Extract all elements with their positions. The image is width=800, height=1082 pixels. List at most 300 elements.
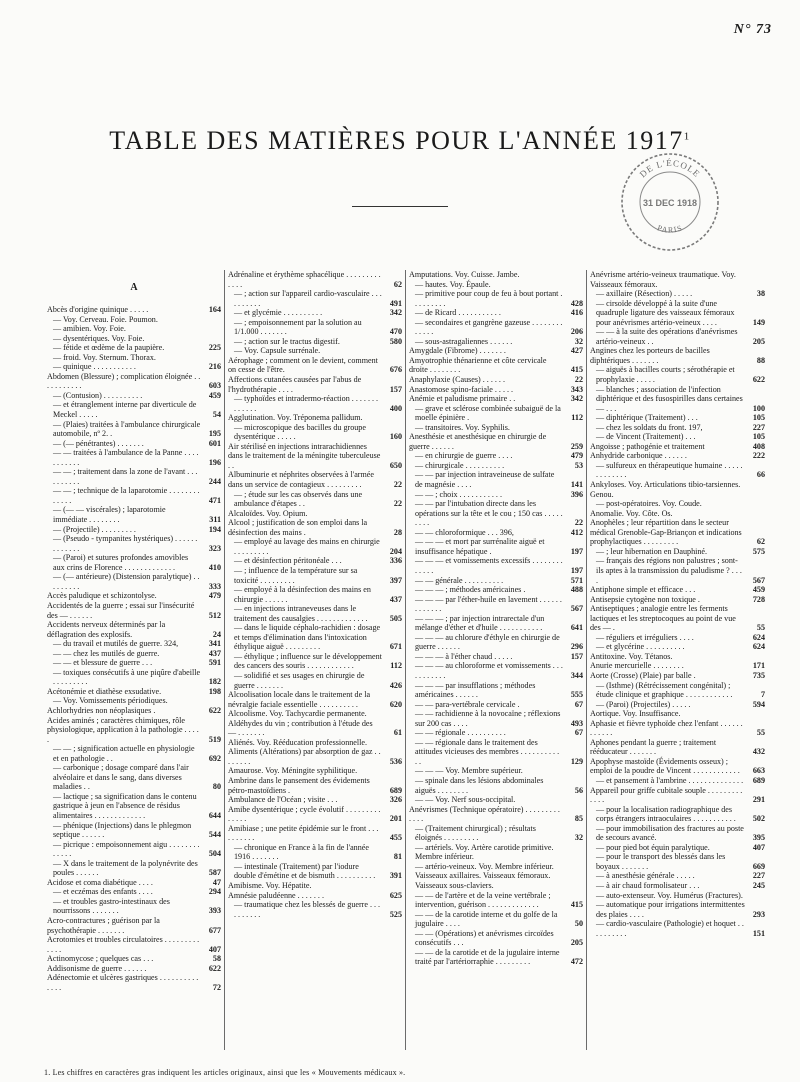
- entry-text: — sulfureux en thérapeutique humaine . . . . . . . . . . . . .: [596, 460, 743, 480]
- index-entry: [590, 881, 765, 891]
- index-entry: [590, 709, 765, 719]
- entry-page: 54: [212, 410, 221, 420]
- entry-page: 400: [389, 403, 402, 413]
- entry-page: 488: [570, 585, 583, 595]
- entry-page: 227: [752, 871, 765, 881]
- entry-page: 333: [208, 581, 221, 591]
- entry-page: 22: [393, 499, 402, 509]
- entry-text: Actinomycose ; quelques cas . . .: [47, 954, 154, 964]
- index-entry: [47, 897, 221, 916]
- index-entry: [590, 327, 765, 346]
- entry-text: Antiphone simple et efficace . . .: [590, 585, 696, 595]
- index-entry: [409, 356, 583, 375]
- index-entry: [228, 413, 402, 423]
- index-entry: [409, 499, 583, 528]
- index-entry: [409, 318, 583, 337]
- entry-text: — grave et sclérose combinée subaiguë de la moelle épinière .: [415, 403, 561, 423]
- entry-page: 603: [208, 381, 221, 391]
- entry-text: Anurie mercurielle . . . . . . . .: [590, 661, 684, 671]
- entry-page: 671: [389, 642, 402, 652]
- entry-page: 459: [208, 390, 221, 400]
- entry-text: — — — Voy. Membre supérieur.: [415, 766, 523, 776]
- index-entry: [47, 525, 221, 535]
- index-entry: [47, 372, 221, 391]
- index-entry: [590, 365, 765, 384]
- entry-page: 201: [389, 814, 402, 824]
- entry-text: — et désinfection péritonéale . . .: [234, 556, 342, 566]
- entry-page: 471: [208, 495, 221, 505]
- entry-text: Alcoolisme. Voy. Tachycardie permanente.: [228, 709, 367, 719]
- index-entry: [590, 642, 765, 652]
- entry-text: — ; action sur l'appareil cardio-vasculaire . . . . . . . . . .: [234, 289, 382, 308]
- index-entry: [409, 270, 583, 280]
- entry-text: Achlorhydries non néoplasiques .: [47, 705, 156, 715]
- entry-text: — cardio-vasculaire (Pathologie) et hoquet . . . . . . . . . .: [596, 919, 744, 938]
- index-entry: [409, 280, 583, 290]
- entry-text: — traumatique chez les blessés de guerre . . . . . . . . . .: [234, 900, 381, 919]
- entry-page: 22: [574, 518, 583, 528]
- entry-page: 47: [212, 877, 221, 887]
- entry-text: — — chez les mutilés de guerre.: [53, 648, 160, 658]
- entry-text: Anévrismes (Technique opératoire) . . . . . . . . . . . . .: [409, 804, 560, 824]
- index-entry: [47, 343, 221, 353]
- entry-page: 437: [208, 648, 221, 658]
- index-entry: [228, 270, 402, 289]
- index-entry: [409, 385, 583, 395]
- entry-text: Amputations. Voy. Cuisse. Jambe.: [409, 270, 520, 279]
- index-entry: [228, 518, 402, 537]
- entry-text: — X dans le traitement de la polynévrite des poules . . . . . .: [53, 858, 198, 878]
- column-2-entries: [228, 270, 402, 919]
- entry-page: 105: [752, 413, 765, 423]
- entry-page: 129: [570, 756, 583, 766]
- stamp-top-text: DE L'ÉCOLE: [637, 157, 703, 180]
- index-entry: [228, 891, 402, 901]
- index-entry: [590, 738, 765, 757]
- entry-text: Abcès d'origine quinique . . . . .: [47, 305, 149, 314]
- stamp-seal-icon: [618, 150, 722, 254]
- entry-page: 587: [208, 868, 221, 878]
- entry-text: — pour le transport des blessés dans les boyaux . . . . . . .: [596, 852, 726, 871]
- entry-page: 567: [752, 575, 765, 585]
- index-entry: [47, 649, 221, 659]
- entry-text: Anastomose spino-faciale . . . . .: [409, 384, 514, 394]
- entry-text: — artério-veineux. Voy. Membre inférieur. Vaisseaux axillaires. Vaisseaux fémoraux. Vaisseaux sous-claviers.: [415, 861, 554, 890]
- entry-page: 323: [208, 543, 221, 553]
- index-entry: [409, 843, 583, 862]
- entry-page: 437: [389, 594, 402, 604]
- index-entry: [228, 308, 402, 318]
- entry-text: — chronique en France à la fin de l'année 1916 . . . . . . .: [234, 842, 369, 862]
- index-entry: [228, 776, 402, 795]
- index-entry: [590, 423, 765, 433]
- index-entry: [228, 805, 402, 824]
- index-entry: [590, 900, 765, 919]
- index-entry: [47, 315, 221, 325]
- index-entry: [47, 763, 221, 792]
- index-entry: [47, 620, 221, 639]
- entry-page: 427: [570, 346, 583, 356]
- entry-text: — quinique . . . . . . . . . . .: [53, 362, 136, 372]
- entry-text: — ; leur hibernation en Dauphiné.: [596, 546, 708, 556]
- entry-text: — — régionale . . . . . . . . . .: [415, 728, 506, 738]
- entry-text: — employé au lavage des mains en chirurgie . . . . . . . . .: [234, 537, 380, 556]
- entry-text: Aphasie et fièvre typhoïde chez l'enfant . . . . . . . . . . . .: [590, 718, 743, 738]
- entry-page: 67: [574, 728, 583, 738]
- entry-text: — — para-vertébrale cervicale .: [415, 699, 520, 709]
- entry-text: Amygdale (Fibrome) . . . . . . .: [409, 346, 506, 356]
- entry-page: 644: [208, 810, 221, 820]
- entry-page: 294: [208, 887, 221, 897]
- entry-page: 504: [208, 849, 221, 859]
- entry-page: 105: [752, 432, 765, 442]
- index-entry: [590, 385, 765, 414]
- entry-text: — secondaires et gangrène gazeuse . . . . . . . . . . . . .: [415, 317, 563, 337]
- entry-page: 55: [756, 623, 765, 633]
- entry-text: — — générale . . . . . . . . . .: [415, 575, 504, 585]
- index-entry: [47, 878, 221, 888]
- entry-text: — à anesthésie générale . . . . .: [596, 871, 695, 881]
- entry-page: 67: [574, 699, 583, 709]
- index-entry: [590, 270, 765, 289]
- entry-page: 141: [570, 480, 583, 490]
- index-entry: [47, 553, 221, 572]
- entry-page: 391: [389, 871, 402, 881]
- index-entry: [409, 308, 583, 318]
- entry-page: 62: [393, 279, 402, 289]
- index-entry: [409, 346, 583, 356]
- index-column-2: [225, 270, 406, 1050]
- index-entry: [590, 518, 765, 547]
- index-entry: [228, 795, 402, 805]
- entry-page: 205: [570, 938, 583, 948]
- entry-text: — — de la carotide et de la jugulaire interne traité par l'artériorraphie . . . . . . . . .: [415, 947, 560, 967]
- entry-page: 66: [756, 470, 765, 480]
- entry-page: 735: [752, 670, 765, 680]
- entry-text: — dans le liquide céphalo-rachidien : dosage et temps d'élimination dans l'intoxication éthylique aiguë . . . . . . . . .: [234, 623, 381, 652]
- entry-page: 195: [208, 429, 221, 439]
- entry-text: — et glycémie . . . . . . . . . .: [234, 308, 323, 318]
- entry-text: Amibisme. Voy. Hépatite.: [228, 881, 312, 890]
- entry-text: — pour immobilisation des fractures au poste de secours avancé.: [596, 823, 744, 843]
- index-entry: [590, 843, 765, 853]
- index-entry: [47, 696, 221, 706]
- entry-text: — de Ricard . . . . . . . . . . .: [415, 308, 501, 318]
- index-entry: [47, 420, 221, 439]
- entry-text: Adrénaline et érythème sphacélique . . . . . . . . . . . . .: [228, 270, 381, 289]
- entry-text: — (Traitement chirurgical) ; résultats éloignés . . . . . . . . .: [415, 823, 536, 843]
- entry-text: — chirurgicale . . . . . . . . . .: [415, 460, 505, 470]
- entry-page: 182: [208, 677, 221, 687]
- entry-page: 622: [208, 963, 221, 973]
- entry-text: — auto-extenseur. Voy. Humérus (Fractures).: [596, 890, 743, 900]
- entry-page: 151: [752, 928, 765, 938]
- entry-text: Ambrine dans le pansement des évidements pétro-mastoïdiens .: [228, 775, 370, 795]
- index-entry: [409, 461, 583, 471]
- entry-text: — — ; choix . . . . . . . . . . .: [415, 489, 503, 499]
- index-entry: [409, 948, 583, 967]
- entry-page: 32: [574, 336, 583, 346]
- entry-page: 157: [389, 384, 402, 394]
- index-entry: [228, 318, 402, 337]
- index-entry: [590, 661, 765, 671]
- index-entry: [228, 509, 402, 519]
- entry-page: 7: [760, 690, 765, 700]
- entry-page: 259: [570, 441, 583, 451]
- entry-text: Angoisse ; pathogénie et traitement: [590, 441, 705, 451]
- index-entry: [47, 716, 221, 745]
- entry-text: — dysentériques. Voy. Foie.: [53, 333, 145, 343]
- index-entry: [47, 391, 221, 401]
- entry-page: 32: [574, 833, 583, 843]
- entry-text: Acrotomies et troubles circulatoires . . . . . . . . . . . . .: [47, 935, 200, 954]
- index-entry: [590, 451, 765, 461]
- index-entry: [47, 353, 221, 363]
- entry-text: — solidifié et ses usages en chirurgie de guerre . . . . . . .: [234, 670, 365, 690]
- entry-text: — employé à la désinfection des mains en chirurgie . . . . . .: [234, 585, 371, 604]
- entry-text: — et glycérine . . . . . . . . . .: [596, 642, 685, 652]
- entry-text: — (Paroi) et sutures profondes amovibles aux crins de Florence . . . . . . . . . . . . .: [53, 553, 189, 572]
- entry-page: 311: [209, 515, 221, 525]
- stamp-date: 31 DEC 1918: [642, 198, 698, 208]
- entry-page: 591: [208, 658, 221, 668]
- entry-page: 291: [752, 795, 765, 805]
- index-entry: [590, 919, 765, 938]
- index-entry: [228, 423, 402, 442]
- entry-page: 567: [570, 604, 583, 614]
- index-entry: [47, 591, 221, 601]
- entry-text: — (Pseudo - tympanites hystériques) . . . . . . . . . . . . .: [53, 534, 198, 553]
- entry-text: — (— antérieure) (Distension paralytique) . . . . . . . . .: [53, 572, 200, 591]
- entry-text: — ; influence de la température sur sa toxicité . . . . . . . . .: [234, 565, 358, 585]
- entry-page: 622: [752, 375, 765, 385]
- entry-text: Appareil pour griffe cubitale souple . . . . . . . . . . . . .: [590, 785, 743, 805]
- entry-text: — hautes. Voy. Épaule.: [415, 279, 491, 289]
- entry-text: — carbonique ; dosage comparé dans l'air alvéolaire et dans le sang, dans diverses maladies . .: [53, 763, 189, 792]
- index-entry: [47, 400, 221, 419]
- entry-text: — — chloroformique . . . 396,: [415, 527, 514, 537]
- entry-page: 342: [389, 308, 402, 318]
- index-entry: [228, 375, 402, 394]
- entry-text: Abdomen (Blessure) ; complication éloignée . . . . . . . . . . .: [47, 371, 201, 391]
- entry-page: 197: [570, 546, 583, 556]
- entry-page: 164: [208, 305, 221, 314]
- index-entry: [590, 786, 765, 805]
- index-entry: [47, 467, 221, 486]
- entry-text: — réguliers et irréguliers . . . .: [596, 632, 694, 642]
- index-entry: [409, 891, 583, 910]
- index-entry: [47, 324, 221, 334]
- entry-text: — post-opératoires. Voy. Coude.: [596, 499, 702, 509]
- index-entry: [47, 954, 221, 964]
- entry-text: — pour pied bot équin paralytique.: [596, 842, 710, 852]
- entry-text: — et troubles gastro-intestinaux des nourrissons . . . . . . .: [53, 896, 170, 916]
- index-entry: [47, 439, 221, 449]
- page-number: N° 73: [733, 22, 772, 37]
- index-entry: [590, 891, 765, 901]
- index-entry: [228, 556, 402, 566]
- entry-page: 728: [752, 594, 765, 604]
- index-entry: [590, 442, 765, 452]
- entry-text: Accès paludique et schizontolyse.: [47, 591, 157, 601]
- entry-page: 519: [208, 734, 221, 744]
- index-entry: [590, 595, 765, 605]
- index-entry: [409, 795, 583, 805]
- index-entry: [228, 862, 402, 881]
- entry-page: 620: [389, 699, 402, 709]
- entry-page: 580: [389, 336, 402, 346]
- entry-page: 396: [570, 489, 583, 499]
- column-1-entries: [47, 305, 221, 992]
- index-entry: [590, 299, 765, 328]
- entry-page: 149: [752, 317, 765, 327]
- entry-page: 81: [393, 852, 402, 862]
- entry-text: — — — au chloroforme et vomissements . . . . . . . . . . .: [415, 661, 563, 680]
- index-entry: [228, 356, 402, 375]
- entry-text: — — et blessure de guerre . . .: [53, 658, 153, 668]
- index-entry: [409, 652, 583, 662]
- index-entry: [590, 432, 765, 442]
- entry-page: 512: [208, 610, 221, 620]
- index-entry: [409, 451, 583, 461]
- index-entry: [228, 881, 402, 891]
- index-entry: [228, 337, 402, 347]
- entry-text: Agglutination. Voy. Tréponema pallidum.: [228, 413, 363, 423]
- entry-text: Ankyloses. Voy. Articulations tibio-tarsiennes. Genou.: [590, 480, 741, 499]
- entry-text: — — — par l'éther-huile en lavement . . . . . . . . . . . . .: [415, 594, 562, 614]
- index-entry: [228, 623, 402, 652]
- entry-page: 459: [752, 585, 765, 595]
- index-entry: [590, 633, 765, 643]
- entry-page: 493: [570, 718, 583, 728]
- entry-text: — — — et mort par surrénalite aiguë et insuffisance hépatique .: [415, 537, 545, 556]
- entry-page: 491: [389, 298, 402, 308]
- index-entry: [47, 821, 221, 840]
- entry-page: 22: [393, 480, 402, 490]
- entry-text: — (Isthme) (Rétrécissement congénital) ; étude clinique et graphique . . . . . . . . . . . .: [596, 680, 733, 700]
- index-entry: [47, 964, 221, 974]
- entry-text: Anévrisme artério-veineux traumatique. Voy. Vaisseaux fémoraux.: [590, 270, 736, 289]
- entry-text: — blanches ; association de l'infection diphtérique et des fusospirilles dans certaines — . . .: [596, 384, 743, 413]
- index-entry: [409, 375, 583, 385]
- entry-text: — du travail et mutilés de guerre. 324,: [53, 639, 179, 649]
- index-column-3: [406, 270, 587, 1050]
- index-entry: [47, 706, 221, 716]
- entry-text: — — traitées à l'ambulance de la Panne . . . . . . . . . . .: [53, 448, 199, 467]
- entry-page: 397: [389, 575, 402, 585]
- stamp-bottom-text: PARIS: [656, 223, 684, 235]
- entry-text: Amyotrophie thénarienne et côte cervicale droite . . . . . . . .: [409, 355, 547, 375]
- entry-page: 692: [208, 753, 221, 763]
- index-entry: [590, 585, 765, 595]
- index-entry: [409, 537, 583, 556]
- entry-text: — Voy. Vomissements périodiques.: [53, 696, 168, 706]
- entry-text: — pour la localisation radiographique des corps étrangers intraoculaires . . . . . . . . . . .: [596, 804, 736, 824]
- entry-page: 479: [570, 451, 583, 461]
- index-entry: [409, 470, 583, 489]
- entry-text: — (— pénétrantes) . . . . . . .: [53, 438, 144, 448]
- entry-page: 245: [752, 881, 765, 890]
- index-entry: [409, 862, 583, 891]
- entry-page: 72: [212, 982, 221, 992]
- index-entry: [228, 709, 402, 719]
- entry-text: — (Projectile) . . . . . . . . .: [53, 524, 136, 534]
- entry-page: 112: [390, 661, 402, 671]
- entry-text: — Voy. Cerveau. Foie. Poumon.: [53, 314, 158, 324]
- entry-text: — — — au chlorure d'éthyle en chirurgie de guerre . . . . . .: [415, 632, 560, 652]
- index-entry: [590, 776, 765, 786]
- entry-page: 55: [756, 728, 765, 738]
- entry-page: 601: [208, 438, 221, 448]
- entry-text: — lactique ; sa signification dans le contenu gastrique à jeun en l'absence de résidus alimentaires . . . . . . . . . . . . .: [53, 791, 197, 820]
- index-entry: [409, 404, 583, 423]
- entry-text: — éthylique ; influence sur le développement des cancers des souris . . . . . . . . . . . .: [234, 651, 382, 671]
- entry-page: 625: [389, 890, 402, 900]
- entry-text: Apophyse mastoïde (Évidements osseux) ; emploi de la poudre de Vincent . . . . . . . . . . . .: [590, 756, 740, 776]
- index-entry: [228, 738, 402, 748]
- index-column-4: [587, 270, 768, 1050]
- index-entry: [228, 900, 402, 919]
- index-entry: [409, 910, 583, 929]
- entry-text: Aphones pendant la guerre ; traitement rééducateur . . . . . . .: [590, 737, 717, 757]
- entry-page: 194: [208, 524, 221, 534]
- entry-page: 38: [756, 289, 765, 299]
- entry-page: 160: [389, 432, 402, 442]
- entry-text: Antisepsie cytogène non toxique .: [590, 594, 700, 604]
- entry-text: Alcaloïdes. Voy. Opium.: [228, 508, 308, 518]
- index-entry: [590, 499, 765, 509]
- index-entry: [409, 929, 583, 948]
- index-entry: [47, 744, 221, 763]
- entry-page: 326: [389, 795, 402, 805]
- entry-text: Anesthésie et anesthésique en chirurgie de guerre . . . . . .: [409, 432, 547, 451]
- entry-text: — — (Opérations) et anévrismes circoïdes consécutifs . . .: [415, 928, 554, 948]
- entry-page: 112: [571, 413, 583, 423]
- entry-page: 205: [752, 336, 765, 346]
- svg-text:PARIS: [656, 223, 684, 234]
- entry-page: 641: [570, 623, 583, 633]
- entry-page: 470: [389, 327, 402, 337]
- entry-page: 227: [752, 422, 765, 432]
- entry-text: — — Voy. Nerf sous-occipital.: [415, 795, 516, 805]
- entry-page: 432: [752, 747, 765, 757]
- index-entry: [590, 346, 765, 365]
- entry-text: Acides aminés ; caractères chimiques, rôle physiologique, application à la pathologie . . . . .: [47, 715, 199, 744]
- entry-text: Aliments (Altérations) par absorption de gaz . . . . . . . .: [228, 747, 381, 766]
- entry-page: 416: [570, 308, 583, 318]
- entry-text: — — de la carotide interne et du golfe de la jugulaire . . . .: [415, 909, 558, 929]
- index-entry: [228, 442, 402, 471]
- entry-text: — microscopique des bacilles du groupe dysentérique . . . . .: [234, 422, 366, 442]
- index-entry: [409, 595, 583, 614]
- entry-page: 336: [389, 556, 402, 566]
- index-entry: [47, 668, 221, 687]
- index-entry: [47, 334, 221, 344]
- index-entry: [409, 614, 583, 633]
- entry-text: — diphtérique (Traitement) . . .: [596, 413, 698, 423]
- entry-text: — — à la suite des opérations d'anévrismes artério-veineux . .: [596, 327, 738, 346]
- entry-text: — et pansement à l'ambrine . . . . . . . . . . . . . .: [596, 775, 744, 785]
- index-entry: [47, 887, 221, 897]
- entry-page: 677: [208, 925, 221, 935]
- column-3-entries: [409, 270, 583, 967]
- entry-page: 536: [389, 756, 402, 766]
- entry-page: 341: [208, 639, 221, 649]
- entry-page: 395: [752, 833, 765, 843]
- index-entry: [590, 852, 765, 871]
- entry-page: 472: [570, 957, 583, 967]
- index-entry: [228, 346, 402, 356]
